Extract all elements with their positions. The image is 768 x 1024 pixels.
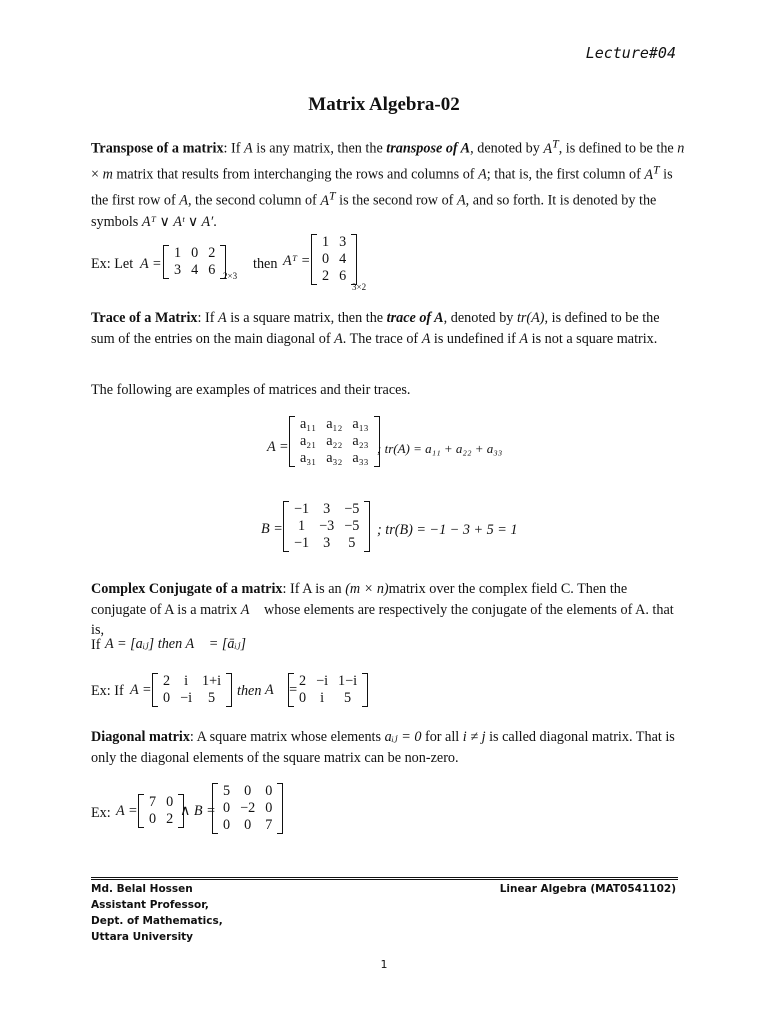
matrix-row [169, 262, 220, 279]
matrix-cell: 5 [348, 535, 356, 551]
matrix-row [289, 501, 364, 518]
matrix-row [144, 794, 178, 811]
transpose-then: then [253, 256, 278, 272]
trace-examples-intro: The following are examples of matrices and their traces. [91, 382, 411, 398]
author-university: Uttara University [91, 931, 194, 943]
conjugate-matrix-Abar [288, 673, 368, 707]
diagonal-ex-label: Ex: [91, 805, 111, 821]
trace-B-lhs: B = [261, 521, 283, 537]
diagonal-matrix-A [138, 794, 184, 828]
trace-matrix-B [283, 501, 370, 552]
conjugate-ex-label: Ex: If [91, 683, 124, 699]
diagonal-term: Diagonal matrix [91, 729, 190, 745]
matrix-cell: −5 [344, 518, 360, 534]
matrix-cell: 1 [174, 245, 182, 261]
matrix-cell: 0 [223, 817, 231, 833]
matrix-cell: 2 [299, 673, 307, 689]
matrix-cell: 1−i [338, 673, 358, 689]
transpose-AT-lhs: Aᵀ = [283, 253, 311, 269]
matrix-cell: a₃₂ [326, 450, 343, 466]
diagonal-and-B-lhs: ∧ B = [180, 803, 216, 819]
transpose-ex-label: Ex: Let [91, 256, 134, 272]
matrix-cell: 0 [322, 251, 330, 267]
matrix-cell: a₁₂ [326, 416, 343, 432]
matrix-cell: −2 [240, 800, 256, 816]
matrix-cell: i [320, 690, 325, 706]
page-title: Matrix Algebra-02 [308, 94, 460, 115]
matrix-cell: 6 [208, 262, 216, 278]
author-dept: Dept. of Mathematics, [91, 915, 223, 927]
transpose-paragraph: Transpose of a matrix: If A is any matrix, then the transpose of A, denoted by $A^T$, is defined to be the n × m matrix that results from interchanging the rows and columns of A; that is, the first column of $A^T$ is the first row of A, the second column of $A^T$ is the second row of A, and so forth. It is denoted by the symbols Aᵀ ∨ Aᵗ ∨ A′. [91, 136, 685, 230]
matrix-cell: 3 [339, 234, 347, 250]
trace-term: Trace of a Matrix [91, 310, 198, 326]
matrix-row [317, 268, 351, 285]
matrix-cell: 1+i [202, 673, 222, 689]
matrix-cell: 0 [223, 800, 231, 816]
transpose-A-lhs: A = [140, 256, 162, 272]
trace-B-formula: ; tr(B) = −1 − 3 + 5 = 1 [377, 522, 518, 538]
matrix-cell: 2 [208, 245, 216, 261]
matrix-row [317, 251, 351, 268]
trace-A-lhs: A = [267, 439, 289, 455]
matrix-cell: −3 [319, 518, 335, 534]
matrix-cell: 0 [244, 783, 252, 799]
matrix-row [158, 690, 226, 707]
matrix-row [218, 817, 277, 834]
trace-paragraph: Trace of a Matrix: If A is a square matrix, then the trace of A, denoted by tr(A), is defined to be the sum of the entries on the main diagonal of A. The trace of A is undefined if A is not a square matrix. [91, 310, 660, 347]
matrix-row [294, 690, 362, 707]
diagonal-matrix-B [212, 783, 283, 834]
conjugate-term: Complex Conjugate of a matrix [91, 581, 283, 597]
matrix-cell: 3 [174, 262, 182, 278]
matrix-row [218, 800, 277, 817]
author-name: Md. Belal Hossen [91, 883, 193, 895]
matrix-cell: 7 [265, 817, 273, 833]
matrix-cell: 0 [163, 690, 171, 706]
matrix-row [295, 416, 374, 433]
matrix-row [317, 234, 351, 251]
matrix-cell: −1 [294, 501, 310, 517]
matrix-row [169, 245, 220, 262]
matrix-cell: −5 [344, 501, 360, 517]
diagonal-paragraph: Diagonal matrix: A square matrix whose elements aᵢⱼ = 0 for all i ≠ j is called diagonal matrix. That is only the diagonal elements of the square matrix can be non-zero. [91, 729, 675, 766]
matrix-cell: a₁₃ [352, 416, 369, 432]
transpose-term: Transpose of a matrix [91, 140, 224, 157]
matrix-cell: 1 [322, 234, 330, 250]
matrix-cell: 6 [339, 268, 347, 284]
conjugate-paragraph: Complex Conjugate of a matrix: If A is an (m × n)matrix over the complex field C. Then the conjugate of A is a matrix A⃗ whose elements are respectively the conjugate of the elements of A. that is, [91, 581, 674, 638]
footer-rule [91, 877, 678, 880]
matrix-cell: a₂₃ [352, 433, 369, 449]
matrix-cell: 3 [323, 501, 331, 517]
diagonal-A-lhs: A = [116, 803, 138, 819]
matrix-cell: a₁₁ [300, 416, 317, 432]
conjugate-A-lhs: A = [130, 682, 152, 698]
matrix-row [289, 518, 364, 535]
transpose-matrix-AT [311, 234, 357, 285]
matrix-cell: i [184, 673, 189, 689]
matrix-row [218, 783, 277, 800]
conjugate-then: then [237, 683, 262, 699]
matrix-cell: 0 [299, 690, 307, 706]
footer-author-block [91, 881, 223, 945]
matrix-cell: −i [316, 673, 329, 689]
conjugate-Abar-lhs: A⃗ = [265, 682, 298, 698]
transpose-A-dim: 2×3 [223, 271, 238, 281]
matrix-cell: 0 [244, 817, 252, 833]
matrix-cell: 1 [298, 518, 306, 534]
matrix-cell: a₃₁ [300, 450, 317, 466]
matrix-cell: 0 [265, 800, 273, 816]
conjugate-matrix-A [152, 673, 232, 707]
matrix-cell: 0 [265, 783, 273, 799]
course-label: Linear Algebra (MAT0541102) [499, 883, 676, 895]
matrix-cell: a₂₁ [300, 433, 317, 449]
matrix-cell: 2 [166, 811, 174, 827]
matrix-row [295, 450, 374, 467]
matrix-cell: 2 [322, 268, 330, 284]
matrix-row [144, 811, 178, 828]
matrix-cell: 0 [166, 794, 174, 810]
page-number: 1 [380, 958, 388, 971]
matrix-cell: 5 [208, 690, 216, 706]
matrix-cell: 4 [339, 251, 347, 267]
matrix-cell: 5 [344, 690, 352, 706]
matrix-cell: 0 [149, 811, 157, 827]
matrix-cell: −i [180, 690, 193, 706]
matrix-cell: 0 [191, 245, 199, 261]
matrix-cell: 2 [163, 673, 171, 689]
conjugate-if-label: If [91, 637, 101, 653]
matrix-cell: 5 [223, 783, 231, 799]
transpose-symbols: Aᵀ ∨ Aᵗ ∨ A′ [141, 213, 214, 230]
trace-emph: trace of A [386, 310, 444, 326]
transpose-matrix-A [163, 245, 226, 279]
trace-A-formula: ; tr(A) = a₁₁ + a₂₂ + a₃₃ [377, 441, 503, 456]
author-position: Assistant Professor, [91, 899, 209, 911]
matrix-row [289, 535, 364, 552]
transpose-AT-dim: 3×2 [352, 282, 367, 292]
matrix-cell: a₂₂ [326, 433, 343, 449]
lecture-label: Lecture#04 [585, 44, 676, 62]
trace-matrix-A [289, 416, 380, 467]
matrix-row [294, 673, 362, 690]
matrix-cell: −1 [294, 535, 310, 551]
matrix-row [295, 433, 374, 450]
matrix-row [158, 673, 226, 690]
matrix-cell: 3 [323, 535, 331, 551]
conjugate-if-expr: A = [aᵢⱼ] then A⃗ = [āᵢⱼ] [105, 636, 246, 652]
matrix-cell: 7 [149, 794, 157, 810]
transpose-emph: transpose of A [386, 140, 471, 157]
matrix-cell: a₃₃ [352, 450, 369, 466]
matrix-cell: 4 [191, 262, 199, 278]
